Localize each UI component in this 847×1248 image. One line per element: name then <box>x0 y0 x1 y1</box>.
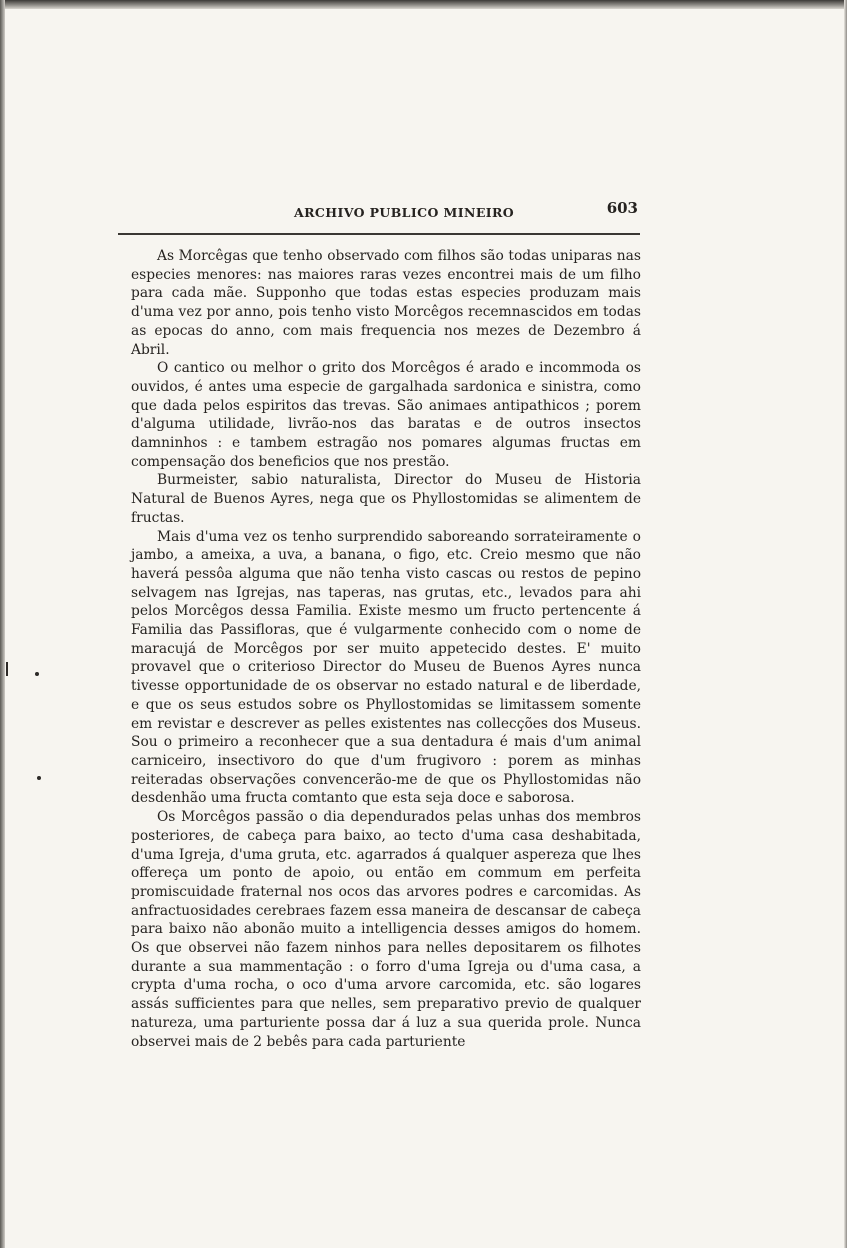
running-head <box>118 199 638 223</box>
margin-mark <box>6 662 8 676</box>
paragraph: As Morcêgas que tenho observado com filhos são todas uniparas nas especies menores: nas maiores raras vezes encontrei mais de um filho para cada mãe. Supponho que todas estas especies produzam mais d'uma vez por anno, pois tenho visto Morcêgos recemnascidos em todas as epocas do anno, com mais frequencia nos mezes de Dezembro á Abril. <box>131 248 641 358</box>
paragraph: Burmeister, sabio naturalista, Director do Museu de Historia Natural de Buenos Ayres, nega que os Phyllostomidas se alimentem de fructas. <box>131 472 641 526</box>
margin-mark <box>37 776 41 780</box>
paragraph: O cantico ou melhor o grito dos Morcêgos é arado e incommoda os ouvidos, é antes uma especie de gargalhada sardonica e sinistra, como que dada pelos espiritos das trevas. São animaes antipathicos ; porem d'alguma utilidade, livrão-nos das baratas e de outros insectos damninhos : e tambem estragão nos pomares algumas fructas em compensação dos beneficios que nos prestão. <box>131 360 641 470</box>
header-rule <box>118 233 640 235</box>
scan-left-edge <box>0 0 5 1248</box>
margin-mark <box>35 672 39 676</box>
body-text <box>131 247 641 1051</box>
page-number: 603 <box>606 199 638 217</box>
paragraph: Os Morcêgos passão o dia dependurados pelas unhas dos membros posteriores, de cabeça para baixo, ao tecto d'uma casa deshabitada, d'uma Igreja, d'uma gruta, etc. agarrados á qualquer aspereza que lhes offereça um ponto de apoio, ou então em commum em perfeita promiscuidade fraternal nos ocos das arvores podres e carcomidas. As anfractuosidades cerebraes fazem essa maneira de descansar de cabeça para baixo não abonão muito a intelligencia desses amigos do homem. Os que observei não fazem ninhos para nelles depositarem os filhotes durante a sua mammentação : o forro d'uma Igreja ou d'uma casa, a crypta d'uma rocha, o oco d'uma arvore carcomida, etc. são logares assás sufficientes para que nelles, sem preparativo previo de qualquer natureza, uma parturiente possa dar á luz a sua querida prole. Nunca observei mais de 2 bebês para cada parturiente <box>131 809 641 1050</box>
paragraph: Mais d'uma vez os tenho surprendido saboreando sorrateiramente o jambo, a ameixa, a uva, a banana, o figo, etc. Creio mesmo que não haverá pessôa alguma que não tenha visto cascas ou restos de pepino selvagem nas Igrejas, nas taperas, nas grutas, etc., levados para ahi pelos Morcêgos dessa Familia. Existe mesmo um fructo pertencente á Familia das Passifloras, que é vulgarmente conhecido com o nome de maracujá de Morcêgos por ser muito appetecido destes. E' muito provavel que o criterioso Director do Museu de Buenos Ayres nunca tivesse opportunidade de os observar no estado natural e de liberdade, e que os seus estudos sobre os Phyllostomidas se limitassem somente em revistar e descrever as pelles existentes nas collecções dos Museus. Sou o primeiro a reconhecer que a sua dentadura é mais d'um animal carniceiro, insectivoro do que d'um frugivoro : porem as minhas reiteradas observações convencerão-me de que os Phyllostomidas não desdenhão uma fructa comtanto que esta seja doce e saborosa. <box>131 528 641 807</box>
running-title: ARCHIVO PUBLICO MINEIRO <box>294 205 515 220</box>
scan-top-edge <box>0 0 847 9</box>
